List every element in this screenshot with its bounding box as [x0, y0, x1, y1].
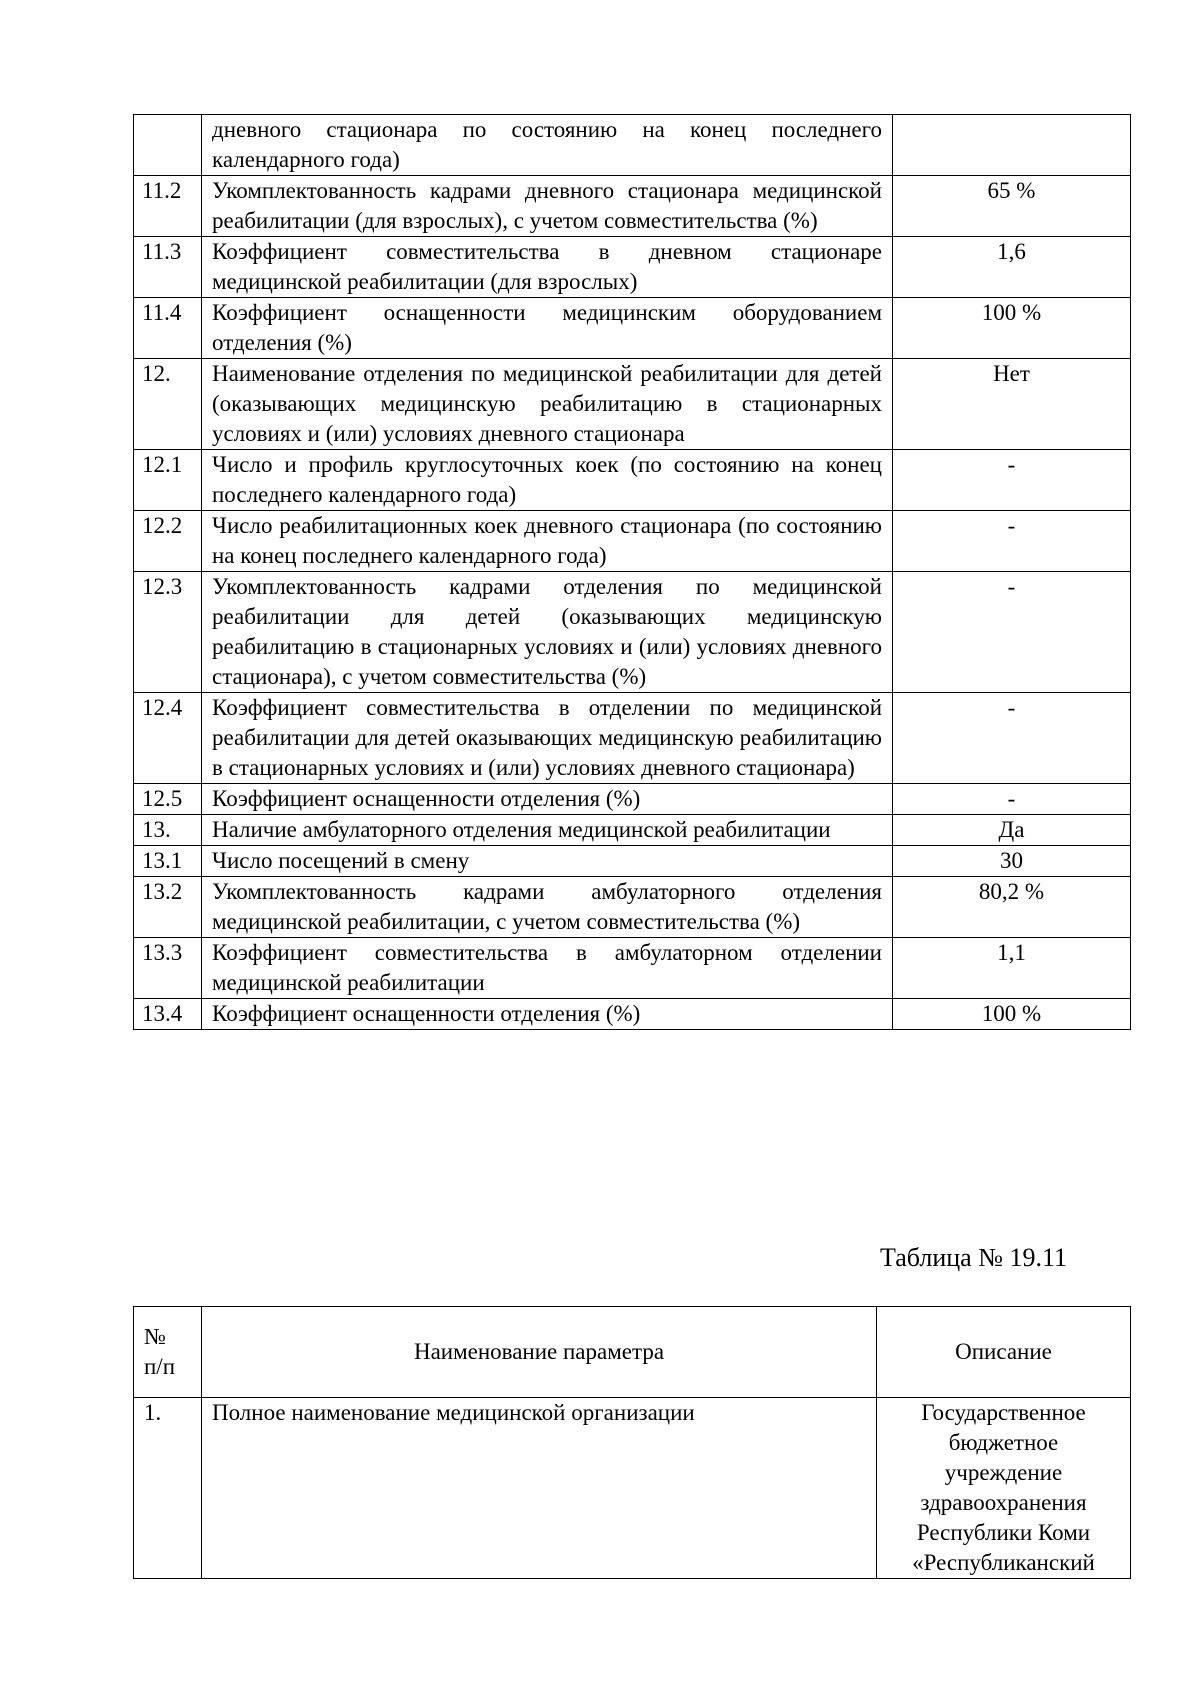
row-parameter: Укомплектованность кадрами амбулаторного отделения медицинской реабилитации, с учетом совместительства (%)	[202, 877, 893, 938]
row-number: 11.2	[134, 176, 202, 237]
table-row	[134, 846, 1131, 877]
value-line: здравоохранения	[920, 1490, 1087, 1515]
table-row	[134, 237, 1131, 298]
row-number	[134, 115, 202, 176]
table-row	[134, 115, 1131, 176]
row-value: 80,2 %	[893, 877, 1131, 938]
row-value: -	[893, 511, 1131, 572]
row-parameter: Коэффициент оснащенности медицинским оборудованием отделения (%)	[202, 298, 893, 359]
row-value: -	[893, 784, 1131, 815]
row-number: 12.4	[134, 693, 202, 784]
row-parameter: Коэффициент совместительства в амбулаторном отделении медицинской реабилитации	[202, 938, 893, 999]
table-row	[134, 693, 1131, 784]
table-row	[134, 999, 1131, 1030]
row-number: 13.	[134, 815, 202, 846]
row-number: 12.1	[134, 450, 202, 511]
row-number: 12.2	[134, 511, 202, 572]
row-parameter: Число реабилитационных коек дневного стационара (по состоянию на конец последнего календарного года)	[202, 511, 893, 572]
row-value: 1,1	[893, 938, 1131, 999]
table-row	[134, 176, 1131, 237]
row-parameter: Укомплектованность кадрами отделения по медицинской реабилитации для детей (оказывающих медицинскую реабилитацию в стационарных условиях и (или) условиях дневного стационара), с учетом совместительства (%)	[202, 572, 893, 693]
organization-table	[133, 1306, 1131, 1579]
value-line: Государственное	[921, 1400, 1086, 1425]
table-row	[134, 815, 1131, 846]
row-number: 12.	[134, 359, 202, 450]
row-value: Да	[893, 815, 1131, 846]
row-value: 100 %	[893, 999, 1131, 1030]
row-parameter: дневного стационара по состоянию на конец последнего календарного года)	[202, 115, 893, 176]
table-row	[134, 298, 1131, 359]
header-number-abbr: п/п	[144, 1354, 176, 1379]
value-line: Республики Коми	[916, 1520, 1091, 1545]
parameters-table-continued	[133, 114, 1131, 1030]
table-row	[134, 877, 1131, 938]
row-parameter: Полное наименование медицинской организации	[202, 1398, 877, 1579]
row-parameter: Коэффициент оснащенности отделения (%)	[202, 999, 893, 1030]
header-number	[134, 1307, 202, 1398]
header-parameter-name: Наименование параметра	[202, 1307, 877, 1398]
row-value: 100 %	[893, 298, 1131, 359]
table-row	[134, 359, 1131, 450]
table-body	[134, 1398, 1131, 1579]
value-line: учреждение	[944, 1460, 1063, 1485]
table-row	[134, 1398, 1131, 1579]
row-number: 12.3	[134, 572, 202, 693]
row-number: 1.	[134, 1398, 202, 1579]
row-value: 1,6	[893, 237, 1131, 298]
row-value: -	[893, 572, 1131, 693]
row-number: 11.3	[134, 237, 202, 298]
row-value: 65 %	[893, 176, 1131, 237]
value-line: «Республиканский	[912, 1550, 1095, 1575]
row-parameter: Наименование отделения по медицинской реабилитации для детей (оказывающих медицинскую реабилитацию в стационарных условиях и (или) условиях дневного стационара	[202, 359, 893, 450]
table-row	[134, 572, 1131, 693]
row-value: -	[893, 693, 1131, 784]
row-parameter: Коэффициент совместительства в отделении по медицинской реабилитации для детей оказывающих медицинскую реабилитацию в стационарных условиях и (или) условиях дневного стационара)	[202, 693, 893, 784]
header-number-symbol: №	[144, 1324, 166, 1349]
row-parameter: Коэффициент оснащенности отделения (%)	[202, 784, 893, 815]
table-row	[134, 450, 1131, 511]
table-row	[134, 784, 1131, 815]
row-number: 13.1	[134, 846, 202, 877]
table-body	[134, 115, 1131, 1030]
table-header-row	[134, 1307, 1131, 1398]
row-parameter: Укомплектованность кадрами дневного стационара медицинской реабилитации (для взрослых), с учетом совместительства (%)	[202, 176, 893, 237]
row-value: 30	[893, 846, 1131, 877]
header-description: Описание	[877, 1307, 1131, 1398]
table-row	[134, 511, 1131, 572]
table-caption: Таблица № 19.11	[880, 1243, 1068, 1272]
row-parameter: Число посещений в смену	[202, 846, 893, 877]
value-line: бюджетное	[948, 1430, 1059, 1455]
row-value: Нет	[893, 359, 1131, 450]
row-number: 13.3	[134, 938, 202, 999]
row-value	[877, 1398, 1131, 1579]
table-row	[134, 938, 1131, 999]
row-value	[893, 115, 1131, 176]
row-parameter: Наличие амбулаторного отделения медицинской реабилитации	[202, 815, 893, 846]
row-number: 12.5	[134, 784, 202, 815]
row-parameter: Число и профиль круглосуточных коек (по состоянию на конец последнего календарного года)	[202, 450, 893, 511]
row-number: 13.4	[134, 999, 202, 1030]
row-number: 13.2	[134, 877, 202, 938]
row-value: -	[893, 450, 1131, 511]
row-number: 11.4	[134, 298, 202, 359]
row-parameter: Коэффициент совместительства в дневном стационаре медицинской реабилитации (для взрослых)	[202, 237, 893, 298]
